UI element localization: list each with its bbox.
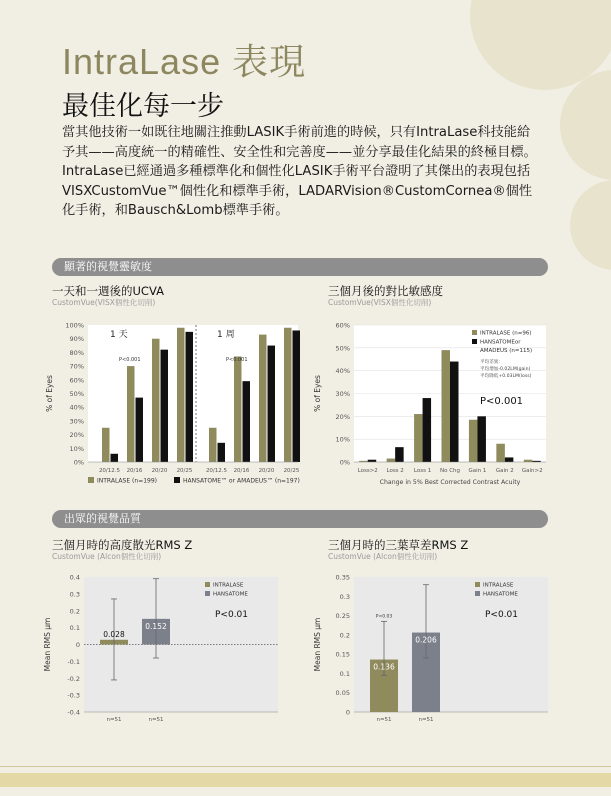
- bar-intralase: [524, 460, 533, 462]
- legend-swatch-hansatome: [205, 591, 210, 596]
- bar-hansatome: [477, 416, 486, 462]
- y-tick-label: 40%: [335, 367, 350, 376]
- y-tick-label: 0: [75, 641, 80, 649]
- bar-hansatome: [161, 350, 169, 462]
- bar-hansatome: [243, 381, 251, 462]
- y-tick-label: 40%: [69, 403, 84, 412]
- bar-hansatome: [218, 443, 226, 462]
- y-tick-label: -0.1: [67, 657, 80, 666]
- y-tick-label: 60%: [335, 321, 350, 330]
- bar-intralase: [469, 420, 478, 462]
- intro-text: [62, 123, 542, 221]
- bar-hansatome: [111, 454, 119, 462]
- note-text: 平均增加-0.02LM(gain): [480, 367, 531, 372]
- legend-swatch-hansatome: [174, 477, 180, 483]
- chart-subtitle-contrast: CustomVue(VISX個性化切削): [328, 298, 432, 307]
- y-tick-label: 10%: [69, 444, 84, 453]
- x-tick-label: Loss 1: [413, 468, 432, 474]
- bar-intralase: [234, 357, 242, 462]
- bar-hansatome: [293, 330, 301, 462]
- chart-title-hoa: 三個月時的高度散光RMS Z: [52, 538, 193, 552]
- legend-swatch-intralase: [88, 477, 94, 483]
- y-tick-label: -0.2: [67, 674, 80, 683]
- y-tick-label: 100%: [65, 321, 84, 330]
- y-tick-label: 0.3: [69, 590, 80, 599]
- chart-subtitle-ucva: CustomVue(VISX個性化切削): [52, 298, 156, 307]
- y-tick-label: 0.35: [335, 573, 350, 582]
- x-tick-label: 20/12.5: [205, 468, 228, 474]
- legend-label: AMADEUS (n=115): [480, 348, 533, 354]
- y-tick-label: 50%: [69, 390, 84, 398]
- chart-trefoil: [310, 565, 560, 730]
- bar-hansatome: [423, 398, 432, 462]
- y-tick-label: 0.1: [339, 669, 350, 678]
- y-tick-label: 80%: [69, 348, 84, 357]
- legend-swatch-hansatome: [472, 339, 477, 344]
- intro-paragraph-2: IntraLase已經通過多種標準化和個性化LASIK手術平台證明了其傑出的表現包括VISXCustomVue™個性化和標準手術，LADARVision®CustomCornea®個性化手術，和Bausch&Lomb標準手術。: [62, 164, 533, 218]
- bar-intralase: [102, 428, 110, 462]
- y-tick-label: 0.3: [339, 592, 350, 601]
- bar-hansatome: [136, 398, 144, 462]
- chart-hoa: [40, 565, 300, 730]
- data-label: 0.152: [145, 621, 167, 631]
- p-value: P<0.01: [215, 610, 249, 620]
- bar-intralase: [442, 350, 451, 462]
- bar-intralase: [414, 414, 423, 462]
- y-axis-label: Mean RMS μm: [313, 617, 322, 672]
- data-label: 0.028: [103, 629, 125, 639]
- p-value-annotation: P<0.001: [119, 357, 141, 363]
- chart-title-ucva: 一天和一週後的UCVA: [52, 284, 164, 298]
- y-tick-label: 0%: [73, 458, 84, 467]
- chart-title-trefoil: 三個月時的三葉草差RMS Z: [328, 538, 469, 552]
- chart-subtitle-hoa: CustomVue (Alcon個性化切削): [52, 552, 162, 561]
- bar-intralase: [259, 335, 267, 462]
- x-tick-label: 20/20: [151, 468, 168, 474]
- section-header-vision: 顯著的視覺靈敏度: [52, 258, 548, 276]
- bar-hansatome: [395, 447, 404, 462]
- y-tick-label: 60%: [69, 376, 84, 385]
- x-tick-label: Loss>2: [357, 468, 378, 474]
- bar-intralase: [209, 428, 217, 462]
- note-text: 平均差異：: [480, 360, 503, 365]
- y-tick-label: 50%: [335, 344, 350, 353]
- y-tick-label: -0.3: [67, 691, 80, 700]
- bar-intralase: [152, 339, 160, 462]
- y-tick-label: 0.25: [335, 612, 350, 621]
- bar-intralase: [496, 444, 505, 462]
- x-axis-label: Change in 5% Best Corrected Contrast Acuity: [379, 479, 521, 486]
- x-tick-label: 20/25: [283, 468, 300, 474]
- x-tick-label: 20/12.5: [98, 468, 121, 474]
- x-tick-label: Loss 2: [386, 468, 404, 474]
- y-tick-label: 90%: [69, 335, 84, 344]
- legend-swatch-intralase: [475, 582, 480, 587]
- p-value: P<0.01: [485, 610, 519, 620]
- data-label: 0.136: [373, 662, 395, 672]
- p-value: P<0.001: [480, 396, 524, 407]
- y-tick-label: 10%: [335, 435, 350, 444]
- legend-swatch-intralase: [205, 582, 210, 587]
- legend-label: HANSATOME: [483, 591, 518, 598]
- bar-hansatome: [268, 346, 276, 462]
- x-tick-label: 20/16: [126, 468, 143, 474]
- chart-contrast: [310, 310, 560, 495]
- group-label: 1 天: [110, 330, 128, 340]
- y-tick-label: 0%: [339, 458, 350, 467]
- section-header-quality: 出眾的視覺品質: [52, 510, 548, 528]
- bar-intralase: [284, 328, 292, 462]
- y-axis-label: Mean RMS μm: [43, 617, 52, 672]
- deco-circle: [570, 180, 611, 270]
- x-tick-label: No Chg: [439, 468, 461, 474]
- bar-hansatome: [450, 362, 459, 462]
- p-value-annotation: P<0.03: [375, 614, 393, 620]
- legend-label: INTRALASE (n=96): [480, 330, 532, 337]
- legend-swatch-intralase: [472, 330, 477, 335]
- y-tick-label: 0: [345, 708, 350, 717]
- page-subtitle: 最佳化每一步: [62, 91, 224, 122]
- bar-hansatome: [505, 457, 514, 462]
- chart-ucva: [40, 310, 310, 495]
- x-tick-label: n=51: [418, 717, 434, 723]
- y-tick-label: -0.4: [67, 708, 80, 717]
- bar-intralase: [127, 366, 135, 462]
- y-tick-label: 20%: [335, 412, 350, 421]
- intro-paragraph-1: 當其他技術一如既往地關注推動LASIK手術前進的時候，只有IntraLase科技能給予其——高度統一的精確性、安全性和完善度——並分享最佳化結果的終極目標。: [62, 125, 537, 160]
- y-tick-label: 0.2: [339, 631, 350, 640]
- legend-label: INTRALASE: [483, 582, 514, 589]
- y-tick-label: 30%: [335, 390, 350, 398]
- group-label: 1 周: [217, 330, 235, 340]
- x-tick-label: 20/16: [233, 468, 250, 474]
- p-value-annotation: P<0.001: [226, 357, 248, 363]
- data-label: 0.206: [415, 635, 437, 645]
- y-axis-label: % of Eyes: [45, 375, 54, 412]
- footer-line: [0, 766, 611, 767]
- x-tick-label: Gain 2: [495, 468, 514, 474]
- y-tick-label: 70%: [69, 362, 84, 371]
- legend-label: INTRALASE: [213, 582, 244, 589]
- bar-hansatome: [368, 460, 377, 462]
- x-tick-label: n=51: [106, 717, 122, 723]
- page-title: IntraLase 表現: [62, 41, 307, 82]
- chart-title-contrast: 三個月後的對比敏感度: [328, 284, 443, 298]
- y-tick-label: 0.15: [335, 650, 350, 659]
- bar-intralase: [387, 459, 396, 462]
- x-tick-label: 20/20: [258, 468, 275, 474]
- legend-swatch-hansatome: [475, 591, 480, 596]
- y-tick-label: 0.2: [69, 607, 80, 616]
- bar-intralase: [177, 328, 185, 462]
- note-text: 平均降低+0.03LM(loss): [480, 374, 532, 379]
- legend-label: HANSATOMEor: [480, 339, 521, 346]
- bar-hansatome: [186, 332, 194, 462]
- y-tick-label: 20%: [69, 431, 84, 440]
- x-tick-label: Gain>2: [521, 468, 543, 474]
- x-tick-label: 20/25: [176, 468, 193, 474]
- y-tick-label: 0.4: [69, 573, 80, 582]
- footer-band: [0, 773, 611, 787]
- y-tick-label: 0.05: [335, 689, 350, 698]
- y-axis-label: % of Eyes: [313, 375, 322, 412]
- x-tick-label: n=51: [376, 717, 392, 723]
- legend-label: HANSATOME: [213, 591, 248, 598]
- legend-label: HANSATOME™ or AMADEUS™ (n=197): [183, 477, 300, 485]
- x-tick-label: n=51: [148, 717, 164, 723]
- x-tick-label: Gain 1: [468, 468, 487, 474]
- chart-subtitle-trefoil: CustomVue (Alcon個性化切削): [328, 552, 438, 561]
- legend-label: INTRALASE (n=199): [97, 477, 158, 485]
- y-tick-label: 0.1: [69, 624, 80, 633]
- y-tick-label: 30%: [69, 417, 84, 426]
